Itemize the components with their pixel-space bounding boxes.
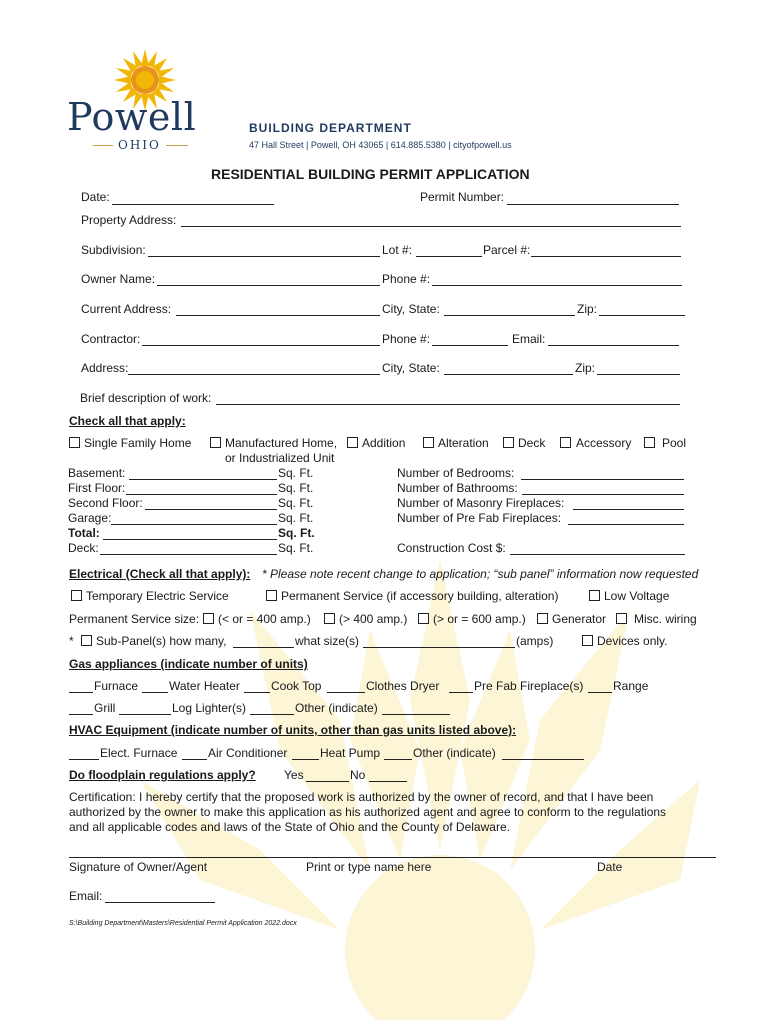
signature-line[interactable] [69,857,716,858]
address-label: Address: [81,361,129,375]
size2-checkbox[interactable] [324,613,335,624]
manufactured-home-label: Manufactured Home, [225,436,338,450]
log-lighter-label: Log Lighter(s) [172,701,247,715]
deck-checkbox[interactable] [503,437,514,448]
zip1-label: Zip: [577,302,598,316]
construction-cost-field[interactable] [510,554,685,555]
electrical-note: * Please note recent change to application; “sub panel” information now requested [262,567,699,581]
first-floor-field[interactable] [126,494,277,495]
hvac-heading: HVAC Equipment (indicate number of units, other than gas units listed above): [69,723,517,737]
owner-name-label: Owner Name: [81,272,156,286]
phone1-field[interactable] [432,285,682,286]
subpanel-label: Sub-Panel(s) how many, [96,634,227,648]
logo-wordmark: Powell [67,95,197,139]
floodplain-yes-label: Yes [284,768,304,782]
email-field[interactable] [105,902,215,903]
city-state2-field[interactable] [444,374,573,375]
subpanel-checkbox[interactable] [81,635,92,646]
subpanel-size-field[interactable] [363,647,515,648]
city-state2-label: City, State: [382,361,440,375]
signature-date-label: Date [597,860,623,874]
deck-area-unit: Sq. Ft. [278,541,314,555]
floodplain-yes-field[interactable] [306,781,349,782]
water-heater-field[interactable] [142,692,168,693]
devices-only-checkbox[interactable] [582,635,593,646]
construction-cost-label: Construction Cost $: [397,541,506,555]
low-voltage-label: Low Voltage [604,589,670,603]
brief-description-label: Brief description of work: [80,391,212,405]
deck-label: Deck [518,436,546,450]
pool-label: Pool [662,436,687,450]
masonry-fireplaces-label: Number of Masonry Fireplaces: [397,496,565,510]
email1-field[interactable] [548,345,679,346]
gas-other-count-field[interactable] [250,714,294,715]
cook-top-field[interactable] [244,692,270,693]
email-label: Email: [69,889,103,903]
subpanel-star: * [69,634,74,648]
single-family-checkbox[interactable] [69,437,80,448]
garage-unit: Sq. Ft. [278,511,314,525]
property-address-field[interactable] [181,226,681,227]
check-all-heading: Check all that apply: [69,414,186,428]
lot-label: Lot #: [382,243,413,257]
grill-label: Grill [94,701,116,715]
permit-number-label: Permit Number: [420,190,505,204]
phone2-field[interactable] [432,345,508,346]
floodplain-no-label: No [350,768,366,782]
alteration-checkbox[interactable] [423,437,434,448]
cook-top-label: Cook Top [271,679,322,693]
date-label: Date: [81,190,110,204]
second-floor-label: Second Floor: [68,496,143,510]
first-floor-unit: Sq. Ft. [278,481,314,495]
certification-line-2: authorized by the owner to make this application as his authorized agent and agree to conform to the regulations [69,805,667,819]
bedrooms-field[interactable] [521,479,684,480]
certification-line-1: Certification: I hereby certify that the proposed work is authorized by the owner of record, and that I have been [69,790,654,804]
heat-pump-field[interactable] [292,759,319,760]
logo-subtitle: OHIO [118,138,161,152]
service-size-label: Permanent Service size: [69,612,200,626]
water-heater-label: Water Heater [169,679,240,693]
logo-rule-right [166,145,188,146]
grill-field[interactable] [69,714,93,715]
email1-label: Email: [512,332,546,346]
clothes-dryer-field[interactable] [327,692,365,693]
print-name-label: Print or type name here [306,860,432,874]
range-field[interactable] [588,692,612,693]
generator-checkbox[interactable] [537,613,548,624]
basement-field[interactable] [129,479,277,480]
devices-only-label: Devices only. [597,634,668,648]
range-label: Range [613,679,649,693]
parcel-label: Parcel #: [483,243,531,257]
owner-name-field[interactable] [157,285,380,286]
hvac-other-count-field[interactable] [384,759,412,760]
manufactured-home-line2: or Industrialized Unit [225,451,335,465]
air-conditioner-label: Air Conditioner [208,746,288,760]
size1-label: (< or = 400 amp.) [218,612,311,626]
misc-wiring-checkbox[interactable] [616,613,627,624]
amps-label: (amps) [516,634,554,648]
phone1-label: Phone #: [382,272,431,286]
second-floor-unit: Sq. Ft. [278,496,314,510]
accessory-label: Accessory [576,436,632,450]
gas-other-label: Other (indicate) [295,701,378,715]
permanent-service-label: Permanent Service (if accessory building, alteration) [281,589,559,603]
prefab-fireplaces-field[interactable] [568,524,684,525]
certification-line-3: and all applicable codes and laws of the State of Ohio and the County of Delaware. [69,820,510,834]
size3-checkbox[interactable] [418,613,429,624]
garage-label: Garage: [68,511,112,525]
second-floor-field[interactable] [145,509,277,510]
prefab-fireplace-field[interactable] [449,692,473,693]
bathrooms-field[interactable] [522,494,684,495]
signature-label: Signature of Owner/Agent [69,860,208,874]
city-state1-label: City, State: [382,302,440,316]
subpanel-count-field[interactable] [233,647,294,648]
size2-label: (> 400 amp.) [339,612,408,626]
current-address-field[interactable] [176,315,380,316]
furnace-field[interactable] [69,692,93,693]
generator-label: Generator [552,612,607,626]
what-size-label: what size(s) [295,634,360,648]
low-voltage-checkbox[interactable] [589,590,600,601]
zip2-label: Zip: [575,361,596,375]
elect-furnace-label: Elect. Furnace [100,746,178,760]
elect-furnace-field[interactable] [69,759,99,760]
masonry-fireplaces-field[interactable] [573,509,684,510]
deck-area-label: Deck: [68,541,99,555]
department-address: 47 Hall Street | Powell, OH 43065 | 614.885.5380 | cityofpowell.us [249,140,512,150]
bedrooms-label: Number of Bedrooms: [397,466,515,480]
basement-label: Basement: [68,466,126,480]
phone2-label: Phone #: [382,332,431,346]
floodplain-no-field[interactable] [369,781,407,782]
floodplain-question: Do floodplain regulations apply? [69,768,256,782]
city-state1-field[interactable] [444,315,575,316]
zip2-field[interactable] [597,374,680,375]
temporary-service-checkbox[interactable] [71,590,82,601]
basement-unit: Sq. Ft. [278,466,314,480]
manufactured-home-checkbox[interactable] [210,437,221,448]
gas-heading: Gas appliances (indicate number of units) [69,657,308,671]
contractor-label: Contractor: [81,332,141,346]
gas-other-field[interactable] [382,714,450,715]
permit-number-field[interactable] [507,204,679,205]
total-label: Total: [68,526,100,540]
form-title: RESIDENTIAL BUILDING PERMIT APPLICATION [211,166,530,182]
clothes-dryer-label: Clothes Dryer [366,679,440,693]
zip1-field[interactable] [599,315,685,316]
single-family-label: Single Family Home [84,436,192,450]
property-address-label: Property Address: [81,213,177,227]
contractor-field[interactable] [142,345,380,346]
subdivision-label: Subdivision: [81,243,146,257]
prefab-fireplaces-label: Number of Pre Fab Fireplaces: [397,511,562,525]
accessory-checkbox[interactable] [560,437,571,448]
misc-wiring-label: Misc. wiring [634,612,697,626]
hvac-other-label: Other (indicate) [413,746,496,760]
department-name: BUILDING DEPARTMENT [249,121,412,135]
deck-area-field[interactable] [100,554,277,555]
heat-pump-label: Heat Pump [320,746,381,760]
addition-checkbox[interactable] [347,437,358,448]
lot-field[interactable] [416,256,482,257]
addition-label: Addition [362,436,406,450]
log-lighter-field[interactable] [119,714,171,715]
brief-description-field[interactable] [216,404,680,405]
address-field[interactable] [128,374,380,375]
pool-checkbox[interactable] [644,437,655,448]
first-floor-label: First Floor: [68,481,126,495]
logo-rule-left [93,145,113,146]
total-unit: Sq. Ft. [278,526,315,540]
bathrooms-label: Number of Bathrooms: [397,481,518,495]
air-conditioner-field[interactable] [182,759,207,760]
total-field[interactable] [103,539,277,540]
furnace-label: Furnace [94,679,139,693]
current-address-label: Current Address: [81,302,172,316]
electrical-heading: Electrical (Check all that apply): [69,567,251,581]
date-field[interactable] [112,204,274,205]
size3-label: (> or = 600 amp.) [433,612,526,626]
hvac-other-field[interactable] [502,759,584,760]
footer-path: S:\Building Department\Masters\Residential Permit Application 2022.docx [69,920,297,927]
parcel-field[interactable] [531,256,681,257]
garage-field[interactable] [111,524,277,525]
size1-checkbox[interactable] [203,613,214,624]
permanent-service-checkbox[interactable] [266,590,277,601]
alteration-label: Alteration [438,436,489,450]
temporary-service-label: Temporary Electric Service [86,589,229,603]
prefab-fireplace-label: Pre Fab Fireplace(s) [474,679,584,693]
subdivision-field[interactable] [148,256,380,257]
